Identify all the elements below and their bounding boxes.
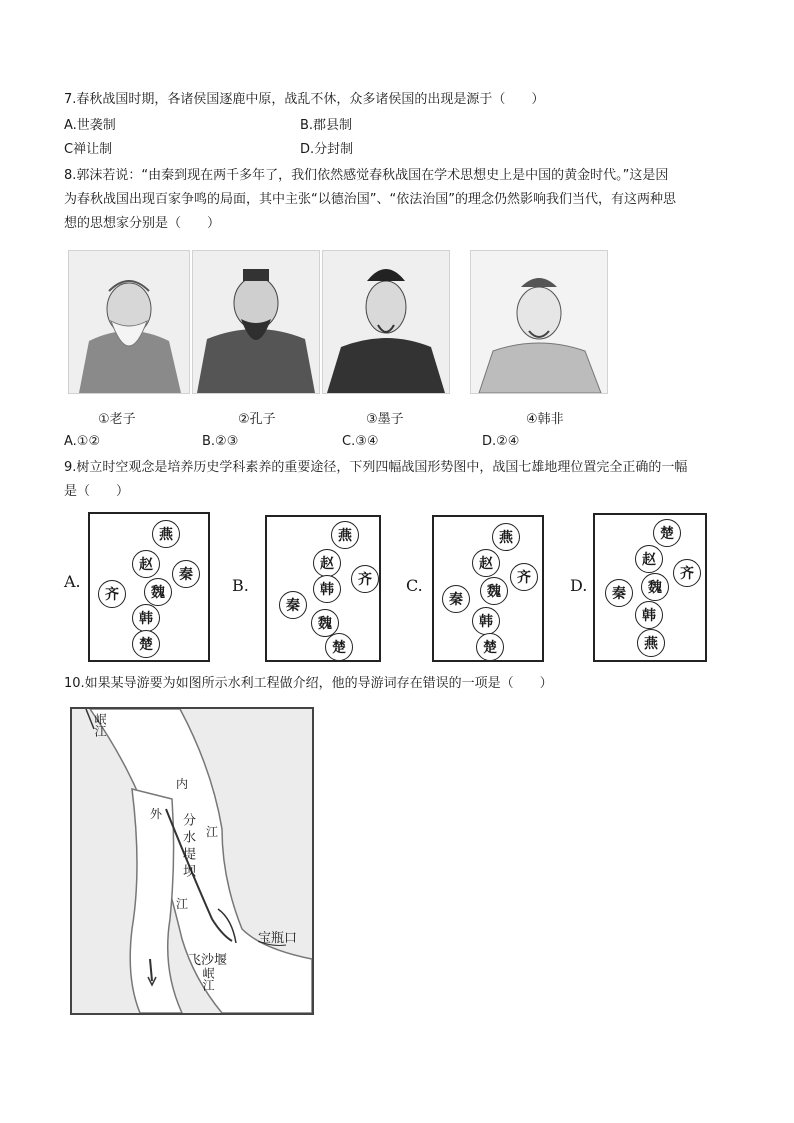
map-c-state-qi: 齐 [510,563,538,591]
label-minjiang-top: 岷江 [93,713,107,737]
map-a-letter: A. [64,572,81,591]
caption-mozi: ③墨子 [366,412,404,427]
map-a [88,512,210,662]
label-feishayan: 飞沙堰 [188,953,228,968]
map-b-letter: B. [232,576,249,595]
map-c [432,515,544,662]
portrait-laozi [68,250,190,394]
label-waijiang-1: 外 [150,807,163,821]
q8-stem-line2: 为春秋战国出现百家争鸣的局面，其中主张“以德治国”、“依法治国”的理念仍然影响我们当代，有这两种思 [64,192,676,207]
map-c-state-yan: 燕 [492,523,520,551]
map-a-state-yan: 燕 [152,520,180,548]
q8-stem-line1: 8.郭沫若说：“由秦到现在两千多年了，我们依然感觉春秋战国在学术思想史上是中国的黄金时代。”这是因 [64,168,669,183]
map-b-state-qin: 秦 [279,591,307,619]
q8-stem-line3: 想的思想家分别是（ ） [64,216,221,231]
q7-option-b: B.郡县制 [300,118,353,133]
map-c-state-zhao: 赵 [472,549,500,577]
map-c-letter: C. [406,576,423,595]
portrait-hanfei [470,250,608,394]
q8-option-b: B.②③ [202,434,239,449]
map-a-state-qi: 齐 [98,580,126,608]
q7-option-d: D.分封制 [300,142,354,157]
caption-laozi: ①老子 [98,412,136,427]
map-d-state-chu: 楚 [653,519,681,547]
label-minjiang-bottom: 岷江 [201,967,215,991]
map-d [593,513,707,662]
caption-hanfei: ④韩非 [526,412,564,427]
map-c-state-chu: 楚 [476,633,504,661]
map-d-state-yan: 燕 [637,629,665,657]
q9-stem-line2: 是（ ） [64,484,130,499]
map-b-state-zhao: 赵 [313,549,341,577]
label-baopingkou: 宝瓶口 [258,931,298,946]
q7-stem: 7.春秋战国时期，各诸侯国逐鹿中原，战乱不休，众多诸侯国的出现是源于（ ） [64,92,545,107]
map-a-state-wei: 魏 [144,578,172,606]
map-a-state-zhao: 赵 [132,550,160,578]
map-d-letter: D. [570,576,588,595]
map-d-state-zhao: 赵 [635,545,663,573]
map-c-state-han: 韩 [472,607,500,635]
portrait-kongzi [192,250,320,394]
q8-option-c: C.③④ [342,434,379,449]
dujiangyan-map [70,707,314,1015]
map-a-state-chu: 楚 [132,630,160,658]
label-neijiang-1: 内 [176,777,189,791]
map-a-state-qin: 秦 [172,560,200,588]
label-neijiang-2: 江 [206,825,219,839]
map-c-state-wei: 魏 [480,577,508,605]
label-waijiang-2: 江 [176,897,189,911]
q9-stem-line1: 9.树立时空观念是培养历史学科素养的重要途径，下列四幅战国形势图中，战国七雄地理位置完全正确的一幅 [64,460,688,475]
caption-kongzi: ②孔子 [238,412,276,427]
map-d-state-han: 韩 [635,601,663,629]
map-b-state-yan: 燕 [331,521,359,549]
map-d-state-qi: 齐 [673,559,701,587]
map-d-state-wei: 魏 [641,573,669,601]
map-b-state-han: 韩 [313,575,341,603]
map-a-state-han: 韩 [132,604,160,632]
map-d-state-qin: 秦 [605,579,633,607]
q7-option-c: C禅让制 [64,142,113,157]
map-b-state-chu: 楚 [325,633,353,661]
map-c-state-qin: 秦 [442,585,470,613]
portrait-mozi [322,250,450,394]
label-dike: 分水堤坝 [180,813,195,881]
map-b [265,515,381,662]
map-b-state-qi: 齐 [351,565,379,593]
q8-option-d: D.②④ [482,434,520,449]
q8-option-a: A.①② [64,434,101,449]
q7-option-a: A.世袭制 [64,118,116,133]
map-b-state-wei: 魏 [311,609,339,637]
q10-stem: 10.如果某导游要为如图所示水利工程做介绍，他的导游词存在错误的一项是（ ） [64,676,553,691]
